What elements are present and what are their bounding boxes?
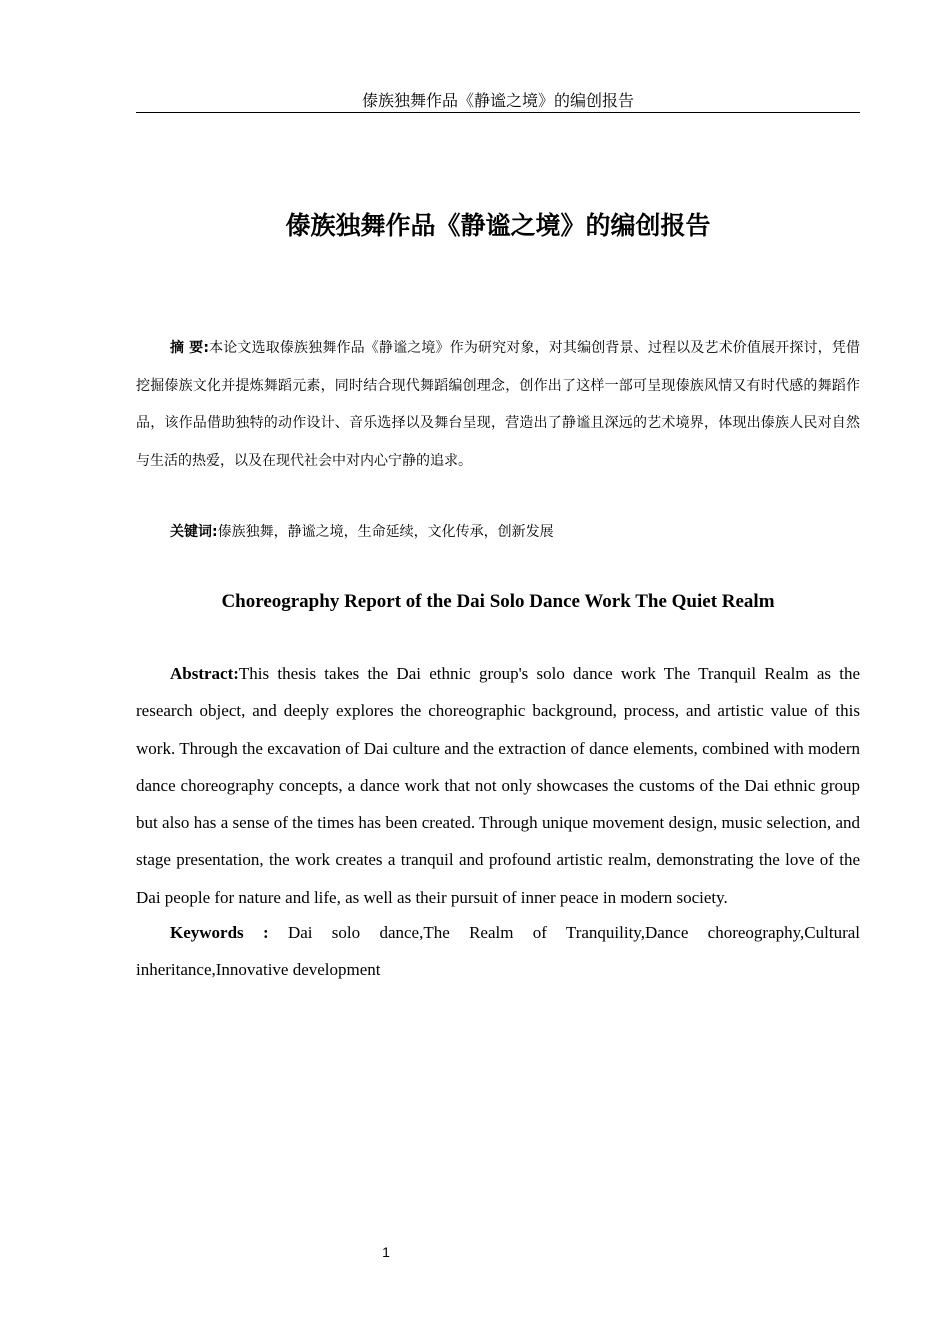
page-number: 1 <box>382 1244 390 1260</box>
english-title: Choreography Report of the Dai Solo Dance Work The Quiet Realm <box>221 591 775 612</box>
chinese-abstract-text: 本论文选取傣族独舞作品《静谧之境》作为研究对象，对其编创背景、过程以及艺术价值展开探讨，凭借挖掘傣族文化并提炼舞蹈元素，同时结合现代舞蹈编创理念，创作出了这样一部可呈现傣族风情又有时代感的舞蹈作品，该作品借助独特的动作设计、音乐选择以及舞台呈现，营造出了静谧且深远的艺术境界，体现出傣族人民对自然与生活的热爱，以及在现代社会中对内心宁静的追求。 <box>136 340 860 469</box>
english-abstract-text: This thesis takes the Dai ethnic group's solo dance work The Tranquil Realm as the research object, and deeply explores the choreographic background, process, and artistic value of this work. Through the excavation of Dai culture and the extraction of dance elements, combined with modern dance choreography concepts, a dance work that not only showcases the customs of the Dai ethnic group but also has a sense of the times has been created. Through unique movement design, music selection, and stage presentation, the work creates a tranquil and profound artistic realm, demonstrating the love of the Dai people for nature and life, as well as their pursuit of inner peace in modern society. <box>136 664 860 907</box>
chinese-keywords-label: 关键词: <box>170 524 218 540</box>
running-header <box>136 90 860 113</box>
english-abstract-label: Abstract: <box>170 664 239 683</box>
chinese-keywords-text: 傣族独舞，静谧之境，生命延续，文化传承，创新发展 <box>217 524 554 540</box>
chinese-abstract-label: 摘 要: <box>170 340 209 356</box>
chinese-title: 傣族独舞作品《静谧之境》的编创报告 <box>285 211 711 240</box>
running-header-title: 傣族独舞作品《静谧之境》的编创报告 <box>361 91 634 110</box>
chinese-keywords <box>136 514 860 551</box>
english-keywords-text: Dai solo dance,The Realm of Tranquility,Dance choreography,Cultural inheritance,Innovative development <box>136 923 860 979</box>
english-keywords-label: Keywords : <box>170 923 269 942</box>
english-abstract <box>136 655 860 916</box>
chinese-abstract <box>136 330 860 480</box>
english-keywords <box>136 914 860 988</box>
